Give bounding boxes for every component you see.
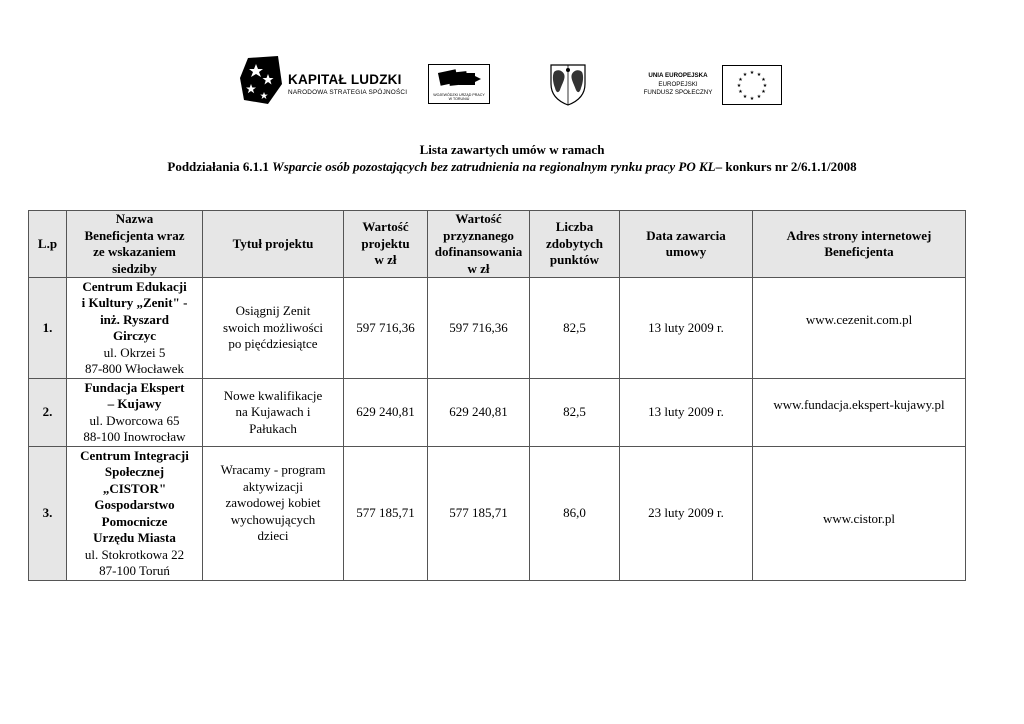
header-text: punktów	[549, 252, 600, 268]
eu-caption-line: FUNDUSZ SPOŁECZNY	[643, 89, 713, 96]
beneficiary-name: inż. Ryszard	[100, 311, 169, 327]
subtitle-measure-name: Wsparcie osób pozostających bez zatrudnienia na regionalnym rynku pracy PO KL	[272, 159, 716, 174]
website-cell	[753, 379, 966, 447]
website-cell	[753, 447, 966, 581]
svg-text:★: ★	[738, 90, 743, 95]
project-title: na Kujawach i	[235, 404, 311, 420]
header-funding-value	[428, 211, 530, 278]
kapital-ludzki-logo	[238, 52, 408, 110]
beneficiary-address: 87-100 Toruń	[99, 563, 170, 578]
project-title: swoich możliwości	[222, 319, 323, 335]
header-project-title: Tytuł projektu	[203, 211, 344, 278]
kapital-ludzki-title: KAPITAŁ LUDZKI	[288, 72, 402, 87]
beneficiary-address: ul. Dworcowa 65	[89, 412, 180, 428]
website-link[interactable]: www.fundacja.ekspert-kujawy.pl	[773, 397, 945, 413]
beneficiary-name: Pomocnicze	[101, 513, 168, 529]
beneficiary-name: Gospodarstwo	[94, 497, 175, 512]
svg-text:★: ★	[749, 71, 755, 76]
header-text: Adres strony internetowej	[786, 227, 932, 243]
project-value: 597 716,36	[344, 278, 428, 379]
svg-text:★: ★	[749, 97, 755, 102]
eu-caption-line: EUROPEJSKI	[658, 80, 698, 88]
header-text: Wartość	[362, 219, 409, 235]
project-title: dzieci	[257, 528, 289, 544]
beneficiary-address: 88-100 Inowrocław	[83, 429, 186, 444]
points-value: 86,0	[530, 447, 620, 581]
table-row	[29, 379, 966, 447]
row-number: 1.	[29, 278, 67, 379]
funding-value: 577 185,71	[428, 447, 530, 581]
header-text: przyznanego	[443, 227, 514, 243]
header-text: Liczba	[555, 219, 594, 235]
svg-text:★: ★	[761, 78, 766, 83]
subtitle-competition: – konkurs nr 2/6.1.1/2008	[715, 159, 857, 174]
project-title: Osiągnij Zenit	[235, 303, 311, 319]
beneficiary-name: „CISTOR"	[102, 480, 167, 496]
website-cell	[753, 278, 966, 379]
header-text: Beneficjenta	[824, 244, 894, 259]
svg-text:★: ★	[742, 95, 748, 100]
contract-date: 23 luty 2009 r.	[620, 447, 753, 581]
beneficiary-address: ul. Stokrotkowa 22	[84, 546, 185, 562]
funding-value: 629 240,81	[428, 379, 530, 447]
wup-caption-line: W TORUNIU	[448, 97, 470, 101]
project-title-cell	[203, 447, 344, 581]
beneficiary-cell	[67, 278, 203, 379]
project-title-block	[206, 462, 340, 545]
header-text: Data zawarcia	[646, 227, 726, 243]
svg-text:★: ★	[742, 73, 748, 78]
row-number: 2.	[29, 379, 67, 447]
header-lp: L.p	[29, 211, 67, 278]
logo-strip	[238, 52, 788, 112]
header-text: w zł	[374, 252, 397, 268]
eu-flag	[722, 65, 782, 105]
svg-text:★: ★	[736, 84, 742, 89]
project-title: Nowe kwalifikacje	[223, 387, 323, 403]
header-text: zdobytych	[545, 235, 604, 251]
wup-cards-icon	[435, 67, 483, 89]
project-title-cell	[203, 278, 344, 379]
eu-caption-union: UNIA EUROPEJSKA	[648, 72, 708, 79]
kapital-ludzki-emblem-icon	[238, 54, 284, 106]
website-link[interactable]: www.cezenit.com.pl	[805, 311, 913, 327]
header-project-value	[344, 211, 428, 278]
header-text: Nazwa	[115, 211, 154, 226]
header-text: Beneficjenta wraz	[84, 227, 185, 243]
table-header-row	[29, 211, 966, 278]
project-value: 629 240,81	[344, 379, 428, 447]
svg-text:★: ★	[756, 73, 762, 78]
beneficiary-cell	[67, 379, 203, 447]
wup-torun-logo	[428, 64, 490, 104]
points-value: 82,5	[530, 278, 620, 379]
eu-caption	[638, 72, 718, 98]
header-beneficiary	[67, 211, 203, 278]
beneficiary-name: i Kultury „Zenit" -	[81, 295, 188, 310]
header-text: projektu	[361, 235, 410, 251]
beneficiary-name: Centrum Integracji	[80, 447, 189, 463]
header-text: ze wskazaniem	[93, 244, 176, 259]
beneficiary-address: ul. Okrzei 5	[103, 344, 166, 360]
header-text: w zł	[467, 260, 490, 276]
beneficiary-name: Centrum Edukacji	[82, 278, 187, 294]
header-website	[753, 211, 966, 278]
beneficiary-name: – Kujawy	[107, 396, 162, 411]
svg-text:★: ★	[756, 95, 762, 100]
header-text: siedziby	[112, 260, 157, 276]
wup-caption	[429, 93, 489, 101]
header-text: dofinansowania	[434, 244, 523, 259]
beneficiary-address: 87-800 Włocławek	[84, 361, 185, 376]
header-text: Wartość	[455, 211, 502, 226]
table-row	[29, 278, 966, 379]
document-subtitle	[0, 159, 1024, 175]
header-points	[530, 211, 620, 278]
row-number: 3.	[29, 447, 67, 581]
subtitle-prefix: Poddziałania 6.1.1	[167, 159, 273, 174]
project-value: 577 185,71	[344, 447, 428, 581]
project-title: Wracamy - program	[220, 462, 326, 478]
contract-date: 13 luty 2009 r.	[620, 379, 753, 447]
header-contract-date	[620, 211, 753, 278]
project-title: wychowujących	[230, 511, 316, 527]
coat-of-arms-icon	[548, 62, 588, 106]
svg-text:★: ★	[761, 90, 766, 95]
project-title: aktywizacji	[243, 478, 303, 494]
beneficiary-cell	[67, 447, 203, 581]
website-link[interactable]: www.cistor.pl	[822, 511, 896, 527]
kapital-ludzki-subtitle: NARODOWA STRATEGIA SPÓJNOŚCI	[288, 89, 408, 96]
beneficiary-name: Społecznej	[104, 464, 165, 479]
points-value: 82,5	[530, 379, 620, 447]
contract-date: 13 luty 2009 r.	[620, 278, 753, 379]
project-title: po pięćdziesiątce	[228, 336, 318, 352]
table-row	[29, 447, 966, 581]
header-text: umowy	[665, 244, 707, 259]
eu-stars-icon	[723, 66, 781, 104]
beneficiary-name: Fundacja Ekspert	[84, 379, 185, 395]
project-title: Pałukach	[249, 420, 297, 436]
svg-text:★: ★	[762, 84, 768, 89]
beneficiary-name: Girczyc	[112, 328, 157, 343]
project-title: zawodowej kobiet	[225, 495, 321, 511]
document-title: Lista zawartych umów w ramach	[419, 142, 605, 157]
funding-value: 597 716,36	[428, 278, 530, 379]
contracts-table	[28, 210, 966, 581]
wup-caption-line: WOJEWÓDZKI URZĄD PRACY	[433, 93, 485, 97]
eu-logo	[638, 65, 788, 107]
svg-text:★: ★	[738, 78, 743, 83]
project-title-cell	[203, 379, 344, 447]
beneficiary-name: Urzędu Miasta	[93, 530, 176, 545]
